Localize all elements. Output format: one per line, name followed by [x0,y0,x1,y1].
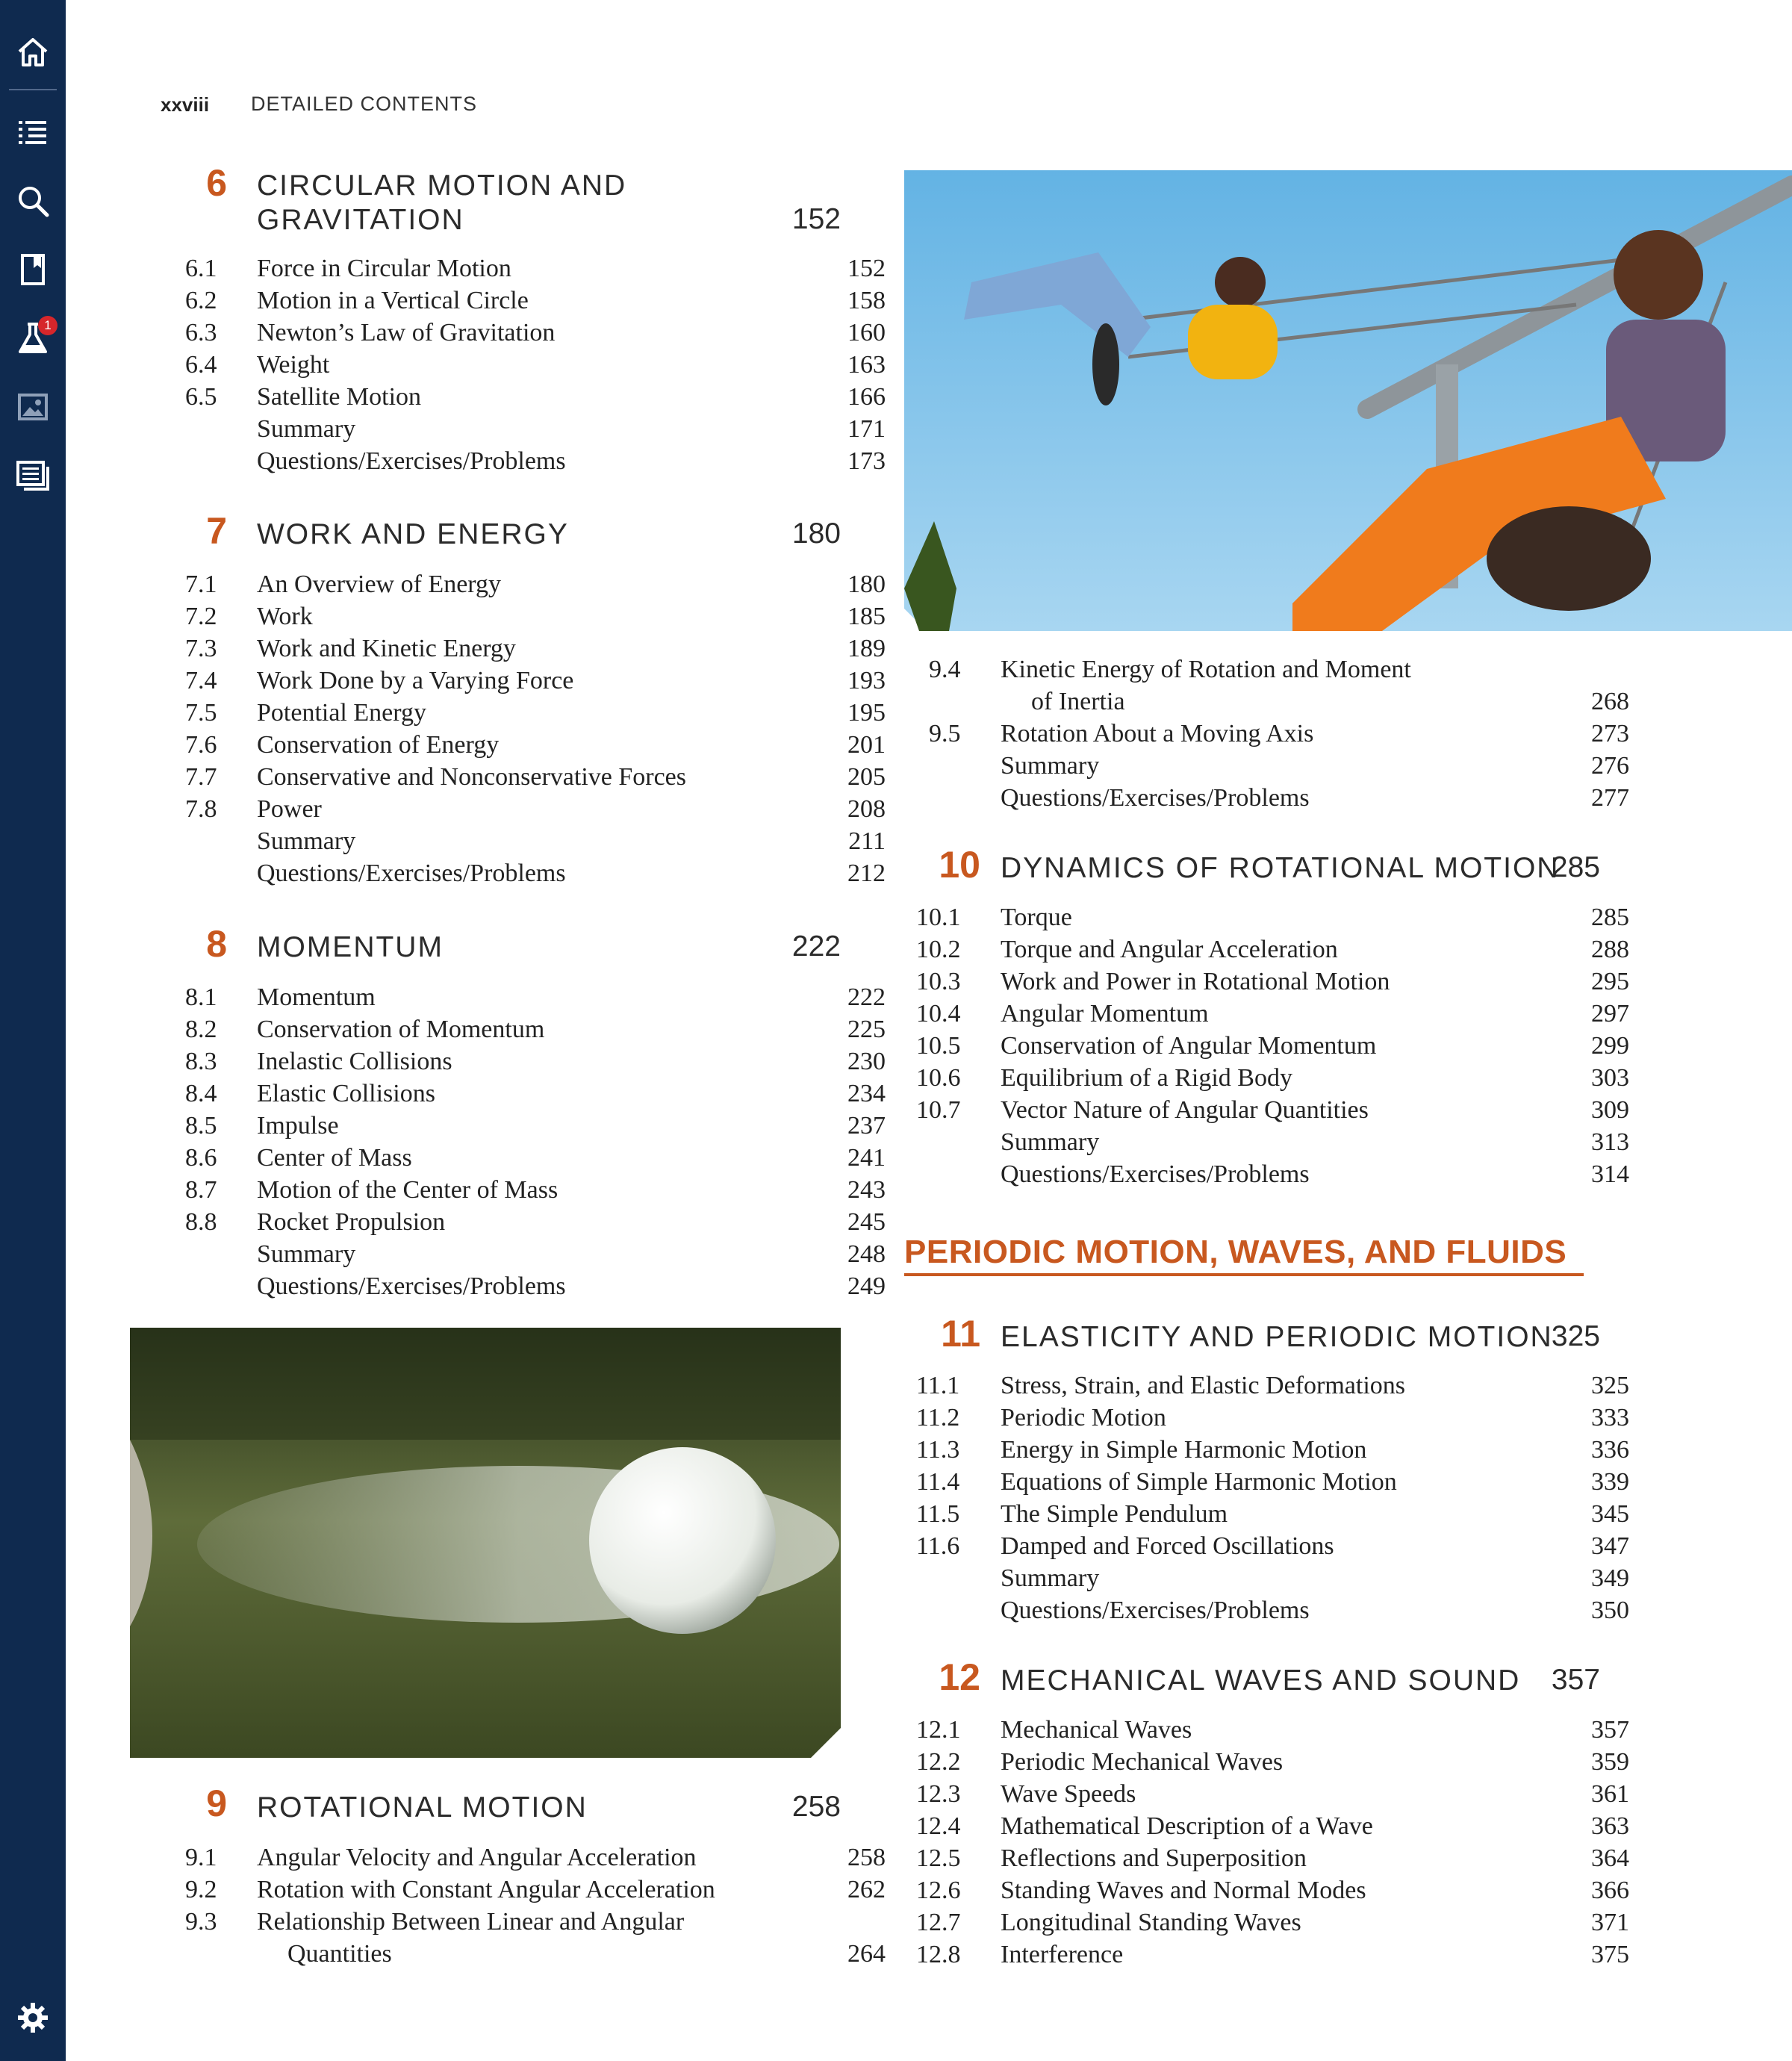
book-page [66,0,1792,2061]
toc-entry[interactable]: 8.5 Impulse 237 [185,1112,886,1140]
toc-entry[interactable]: Questions/Exercises/Problems 350 [1001,1597,1629,1624]
chapter-10-number: 10 [939,844,980,886]
notes-button[interactable] [0,446,66,506]
chapter-7-page: 180 [791,517,841,550]
toc-entry[interactable]: 10.7 Vector Nature of Angular Quantities 309 [916,1096,1629,1124]
toc-entry[interactable]: Questions/Exercises/Problems 173 [257,447,886,475]
sidebar-divider [9,89,57,90]
chapter-11-title: ELASTICITY AND PERIODIC MOTION [1001,1321,1553,1353]
toc-entry[interactable]: 12.7 Longitudinal Standing Waves 371 [916,1909,1629,1936]
swing-photo [904,170,1792,631]
toc-entry[interactable]: 9.1 Angular Velocity and Angular Acceleration 258 [185,1844,886,1871]
table-of-contents-button[interactable] [0,102,66,162]
toc-entry[interactable]: 9.2 Rotation with Constant Angular Acceleration 262 [185,1876,886,1903]
toc-entry[interactable]: 12.3 Wave Speeds 361 [916,1780,1629,1808]
bookmark-button[interactable] [0,240,66,299]
search-icon [15,183,51,219]
chapter-9-number: 9 [206,1782,227,1824]
chapter-8-page: 222 [791,930,841,963]
toc-entry[interactable]: 12.4 Mathematical Description of a Wave 363 [916,1812,1629,1840]
notes-icon [15,458,51,494]
toc-entry[interactable]: 6.2 Motion in a Vertical Circle 158 [185,287,886,314]
toc-entry[interactable]: 10.2 Torque and Angular Acceleration 288 [916,936,1629,963]
toc-entry[interactable]: 11.2 Periodic Motion 333 [916,1404,1629,1431]
toc-entry[interactable]: 7.7 Conservative and Nonconservative Forces 205 [185,763,886,791]
toc-entry[interactable]: Questions/Exercises/Problems 277 [1001,784,1629,812]
toc-entry[interactable]: 12.6 Standing Waves and Normal Modes 366 [916,1877,1629,1904]
toc-entry[interactable]: 10.6 Equilibrium of a Rigid Body 303 [916,1064,1629,1092]
toc-entry[interactable]: 8.4 Elastic Collisions 234 [185,1080,886,1107]
toc-entry[interactable]: 9.3 Relationship Between Linear and Angular [185,1908,685,1936]
toc-entry[interactable]: 10.3 Work and Power in Rotational Motion 295 [916,968,1629,995]
toc-entry[interactable]: 7.1 An Overview of Energy 180 [185,571,886,598]
toc-entry[interactable]: 10.1 Torque 285 [916,904,1629,931]
toc-entry[interactable]: Questions/Exercises/Problems 249 [257,1272,886,1300]
toc-entry[interactable]: 12.5 Reflections and Superposition 364 [916,1844,1629,1872]
image-gallery-icon [15,389,51,425]
lab-button[interactable] [0,308,66,368]
toc-entry[interactable]: Summary 313 [1001,1128,1629,1156]
toc-entry[interactable]: 12.8 Interference 375 [916,1941,1629,1968]
chapter-11-number: 11 [941,1313,980,1355]
chapter-11-page: 325 [1551,1320,1600,1352]
chapter-12-title: MECHANICAL WAVES AND SOUND [1001,1664,1521,1697]
toc-entry[interactable]: 11.4 Equations of Simple Harmonic Motion 339 [916,1468,1629,1496]
part-rule [904,1273,1584,1276]
toc-entry[interactable]: 6.4 Weight 163 [185,351,886,379]
chapter-9-title: ROTATIONAL MOTION [257,1791,588,1824]
chapter-7-title: WORK AND ENERGY [257,518,569,550]
chapter-12-page: 357 [1551,1664,1600,1696]
page-number: xxviii [161,93,210,116]
part-title: PERIODIC MOTION, WAVES, AND FLUIDS [904,1234,1567,1270]
toc-entry[interactable]: 7.2 Work 185 [185,603,886,630]
toc-entry[interactable]: 8.1 Momentum 222 [185,983,886,1011]
chapter-10-page: 285 [1551,851,1600,883]
toc-entry[interactable]: 7.5 Potential Energy 195 [185,699,886,727]
toc-entry[interactable]: 12.1 Mechanical Waves 357 [916,1716,1629,1744]
chapter-8-number: 8 [206,923,227,965]
chapter-9-page: 258 [791,1791,841,1823]
home-icon [15,34,51,70]
golf-ball-photo [130,1328,841,1758]
toc-entry-continued[interactable]: Quantities 264 [287,1940,886,1968]
toc-entry[interactable]: 7.3 Work and Kinetic Energy 189 [185,635,886,662]
search-button[interactable] [0,171,66,231]
toc-entry[interactable]: 8.2 Conservation of Momentum 225 [185,1016,886,1043]
toc-entry[interactable]: 8.7 Motion of the Center of Mass 243 [185,1176,886,1204]
media-button[interactable] [0,377,66,437]
toc-entry[interactable]: 6.5 Satellite Motion 166 [185,383,886,411]
chapter-6-page: 152 [791,203,841,235]
running-header: DETAILED CONTENTS [251,93,478,115]
toc-entry[interactable]: Summary 211 [257,827,886,855]
toc-entry[interactable]: 9.5 Rotation About a Moving Axis 273 [929,720,1629,747]
toc-entry-continued[interactable]: of Inertia 268 [1031,688,1629,715]
settings-button[interactable] [0,1988,66,2048]
toc-entry[interactable]: 8.3 Inelastic Collisions 230 [185,1048,886,1075]
toc-entry[interactable]: Questions/Exercises/Problems 212 [257,859,886,887]
chapter-8-title: MOMENTUM [257,931,444,963]
toc-entry[interactable]: 6.3 Newton’s Law of Gravitation 160 [185,319,886,346]
table-of-contents-icon [15,114,51,150]
toc-entry[interactable]: Summary 171 [257,415,886,443]
chapter-6-number: 6 [206,162,227,204]
notification-badge: 1 [38,316,57,335]
toc-entry[interactable]: 8.6 Center of Mass 241 [185,1144,886,1172]
toc-entry[interactable]: 6.1 Force in Circular Motion 152 [185,255,886,282]
chapter-6-title: CIRCULAR MOTION AND GRAVITATION [257,170,627,236]
toc-entry[interactable]: 11.6 Damped and Forced Oscillations 347 [916,1532,1629,1560]
toc-entry[interactable]: 9.4 Kinetic Energy of Rotation and Moment [929,656,1411,683]
toc-entry[interactable]: Summary 349 [1001,1564,1629,1592]
toc-entry[interactable]: 10.4 Angular Momentum 297 [916,1000,1629,1028]
reader-sidebar [0,0,66,2061]
toc-entry[interactable]: 11.1 Stress, Strain, and Elastic Deformations 325 [916,1372,1629,1399]
home-button[interactable] [0,22,66,82]
toc-entry[interactable]: 7.6 Conservation of Energy 201 [185,731,886,759]
toc-entry[interactable]: Summary 276 [1001,752,1629,780]
toc-entry[interactable]: Summary 248 [257,1240,886,1268]
bookmark-page-icon [15,252,51,287]
toc-entry[interactable]: 7.8 Power 208 [185,795,886,823]
toc-entry[interactable]: 11.5 The Simple Pendulum 345 [916,1500,1629,1528]
toc-entry[interactable]: 10.5 Conservation of Angular Momentum 299 [916,1032,1629,1060]
toc-entry[interactable]: 7.4 Work Done by a Varying Force 193 [185,667,886,694]
toc-entry[interactable]: 11.3 Energy in Simple Harmonic Motion 336 [916,1436,1629,1464]
toc-entry[interactable]: 12.2 Periodic Mechanical Waves 359 [916,1748,1629,1776]
chapter-7-number: 7 [206,510,227,552]
chapter-12-number: 12 [939,1656,980,1698]
toc-entry[interactable]: 8.8 Rocket Propulsion 245 [185,1208,886,1236]
settings-gear-icon [15,2000,51,2036]
chapter-10-title: DYNAMICS OF ROTATIONAL MOTION [1001,852,1560,884]
toc-entry[interactable]: Questions/Exercises/Problems 314 [1001,1160,1629,1188]
